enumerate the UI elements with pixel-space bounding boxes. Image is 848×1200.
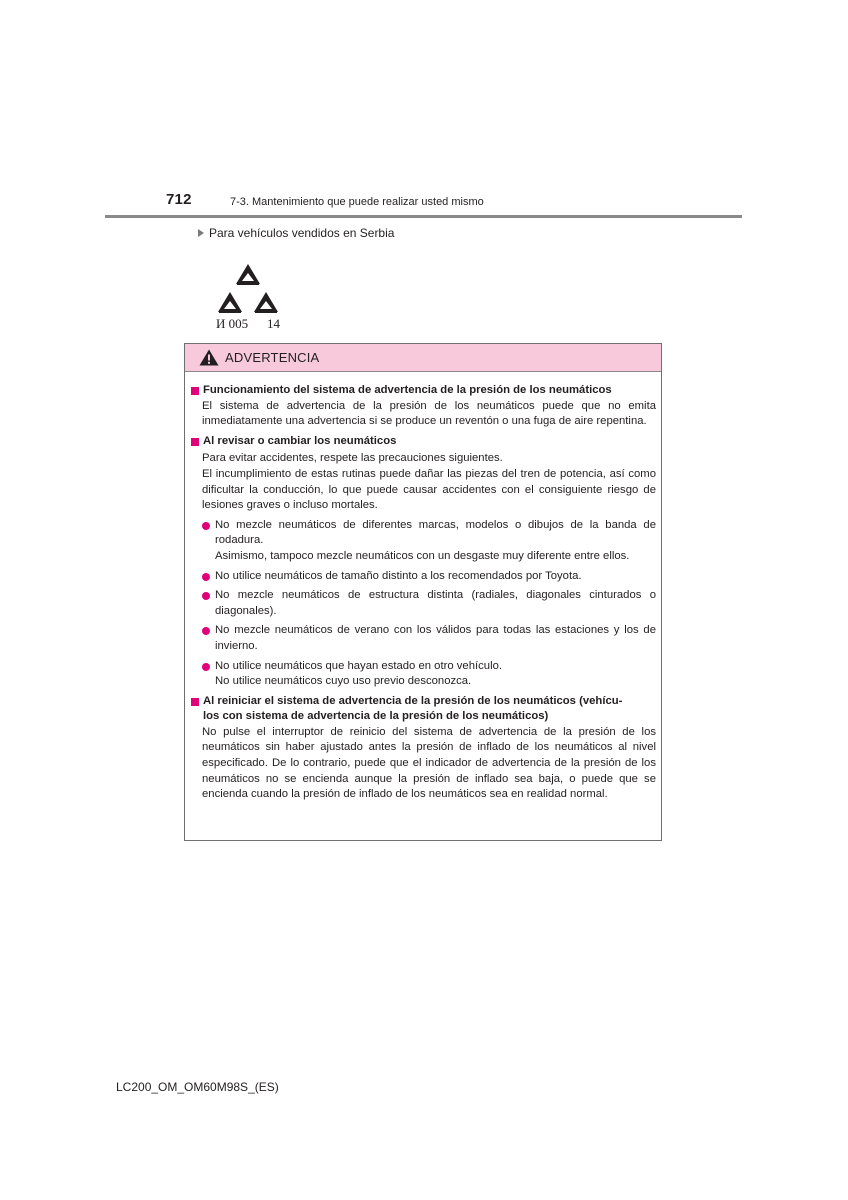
square-bullet-icon — [191, 438, 199, 446]
list-item-text: No utilice neumáticos de tamaño distinto a los recomendados por Toyota. — [215, 569, 582, 582]
item-paragraph: No pulse el interruptor de reinicio del sistema de advertencia de la presión de los neumáticos sin haber ajustado antes la presión de inflado de los neumáticos al nivel especificado. De lo contrario, puede que el indicador de advertencia de la presión de los neumáticos no se encienda aunque la presión de inflado sea baja, o puede que se encienda cuando la presión de inflado de los neumáticos sea en realidad normal. — [202, 725, 656, 801]
certification-code — [216, 316, 280, 332]
page-header — [0, 0, 848, 220]
warning-header — [185, 344, 661, 372]
square-bullet-icon — [191, 387, 199, 395]
circle-bullet-icon — [202, 522, 210, 530]
warning-body — [185, 372, 661, 803]
circle-bullet-icon — [202, 627, 210, 635]
triangle-pointer-icon — [198, 229, 204, 237]
triangle-certification-icon — [216, 262, 280, 316]
certification-mark — [216, 262, 280, 334]
item-intro: Para evitar accidentes, respete las precauciones siguientes. — [202, 452, 503, 465]
warning-title: ADVERTENCIA — [225, 350, 320, 365]
list-item — [191, 588, 656, 619]
circle-bullet-icon — [202, 592, 210, 600]
warning-box — [184, 343, 662, 841]
circle-bullet-icon — [202, 663, 210, 671]
list-item — [191, 623, 656, 654]
item-title — [191, 694, 656, 725]
list-item-text: No utilice neumáticos que hayan estado en otro vehículo. — [215, 659, 502, 672]
page-number: 712 — [166, 191, 192, 208]
item-title-text: Al revisar o cambiar los neumáticos — [203, 434, 397, 447]
list-item-text: No mezcle neumáticos de diferentes marcas, modelos o dibujos de la banda de rodadura. — [215, 518, 656, 547]
item-title-line-1: Al reiniciar el sistema de advertencia de la presión de los neumáticos (vehícu- — [203, 694, 623, 707]
list-item-extra: Asimismo, tampoco mezcle neumáticos con un desgaste muy diferente entre ellos. — [215, 549, 630, 562]
section-title: 7-3. Mantenimiento que puede realizar usted mismo — [230, 196, 484, 208]
warning-triangle-icon — [199, 349, 219, 366]
header-rule — [105, 215, 742, 218]
item-title-text: Funcionamiento del sistema de advertencia de la presión de los neumáticos — [203, 384, 612, 396]
circle-bullet-icon — [202, 573, 210, 581]
item-title — [191, 383, 656, 399]
subheading — [198, 226, 394, 240]
list-item — [191, 569, 656, 585]
list-item — [191, 518, 656, 565]
item-paragraph: El incumplimiento de estas rutinas puede dañar las piezas del tren de potencia, así como dificultar la conducción, lo que puede causar accidentes con el consiguiente riesgo de lesiones graves o incluso mortales. — [202, 467, 656, 512]
list-item-text: No mezcle neumáticos de estructura distinta (radiales, diagonales cinturados o diagonales). — [215, 589, 656, 617]
certification-code-right: 14 — [267, 316, 280, 331]
list-item-text: No mezcle neumáticos de verano con los válidos para todas las estaciones y los de invierno. — [215, 624, 656, 652]
item-title-line-2: los con sistema de advertencia de la presión de los neumáticos) — [203, 710, 549, 723]
item-paragraph: El sistema de advertencia de la presión de los neumáticos puede que no emita inmediatamente una advertencia si se produce un reventón o una fuga de aire repentina. — [202, 399, 656, 428]
square-bullet-icon — [191, 698, 199, 706]
subheading-text: Para vehículos vendidos en Serbia — [209, 226, 395, 240]
item-title — [191, 434, 656, 450]
footer-code: LC200_OM_OM60M98S_(ES) — [116, 1080, 279, 1094]
list-item — [191, 659, 656, 690]
list-item-extra: No utilice neumáticos cuyo uso previo desconozca. — [215, 675, 472, 688]
certification-code-left: И 005 — [216, 316, 249, 331]
